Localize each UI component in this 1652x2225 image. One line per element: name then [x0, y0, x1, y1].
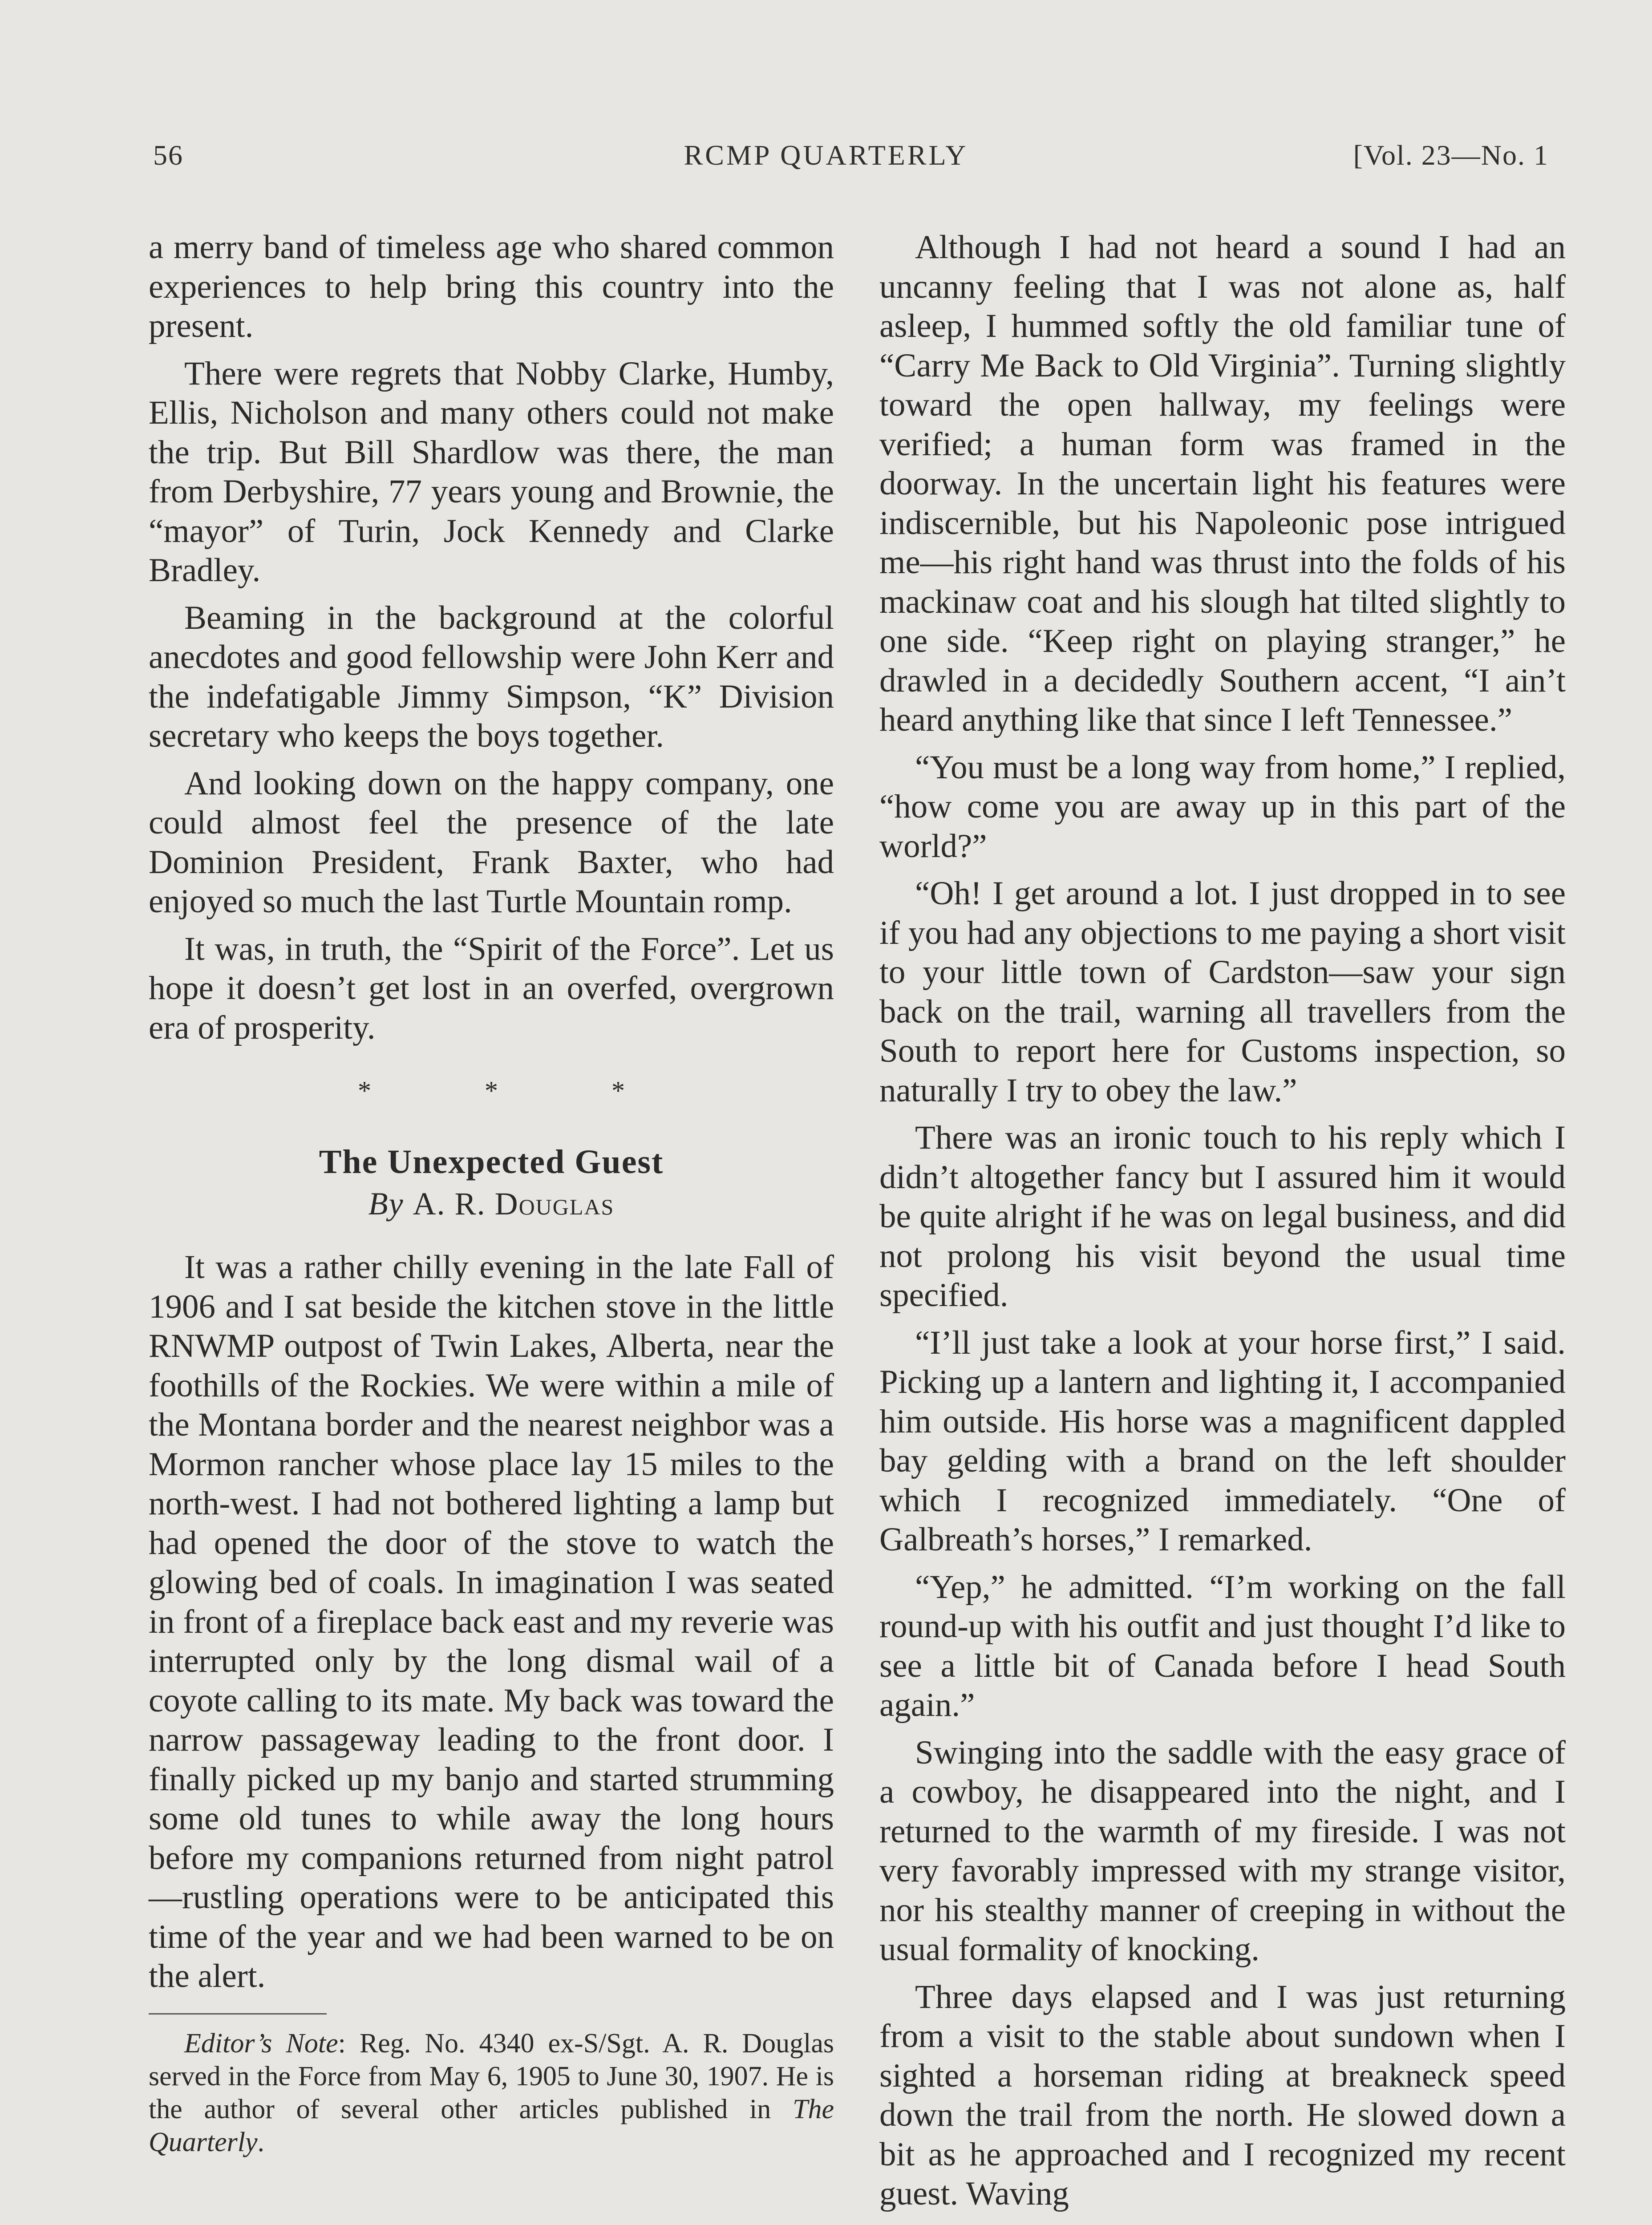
paragraph: “You must be a long way from home,” I replied, “how come you are away up in this part of the world?” [879, 748, 1566, 865]
footnote-label: Editor’s Note [184, 2028, 338, 2059]
article-byline [149, 1184, 834, 1224]
footnote-end: . [257, 2127, 265, 2157]
right-column [879, 228, 1566, 2222]
paragraph: “Oh! I get around a lot. I just dropped in to see if you had any objections to me paying a short visit to your little town of Cardston—saw your sign back on the trail, warning all travellers from the South to report here for Customs inspection, so naturally I try to obey the law.” [879, 875, 1566, 1109]
paragraph: Although I had not heard a sound I had an uncanny feeling that I was not alone as, half asleep, I hummed softly the old familiar tune of “Carry Me Back to Old Virginia”. Turning slightly toward the open hallway, my feelings were verified; a human form was framed in the doorway. In the uncertain light his features were indiscernible, but his Napoleonic pose intrigued me—his right hand was thrust into the folds of his mackinaw coat and his slough hat tilted slightly to one side. “Keep right on playing stranger,” he drawled in a decidedly Southern accent, “I ain’t heard anything like that since I left Tennessee.” [879, 229, 1566, 738]
paragraph: a merry band of timeless age who shared common experiences to help bring this country into the present. [149, 229, 834, 344]
paragraph: Swinging into the saddle with the easy grace of a cowboy, he disappeared into the night, and I returned to the warmth of my fireside. I was not very favorably impressed with my strange visitor, nor his stealthy manner of creeping in without the usual formality of knocking. [879, 1734, 1566, 1968]
paragraph: It was, in truth, the “Spirit of the Force”. Let us hope it doesn’t get lost in an overfed, overgrown era of prosperity. [149, 930, 834, 1046]
paragraph: “Yep,” he admitted. “I’m working on the fall round-up with his outfit and just thought I’d like to see a little bit of Canada before I head South again.” [879, 1568, 1566, 1723]
paragraph: Beaming in the background at the colorful anecdotes and good fellowship were John Kerr and the indefatigable Jimmy Simpson, “K” Division secretary who keeps the boys together. [149, 599, 834, 754]
paragraph: There were regrets that Nobby Clarke, Humby, Ellis, Nicholson and many others could not make the trip. But Bill Shardlow was there, the man from Derbyshire, 77 years young and Brownie, the “mayor” of Turin, Jock Kennedy and Clarke Bradley. [149, 355, 834, 589]
paragraph: It was a rather chilly evening in the late Fall of 1906 and I sat beside the kitchen stove in the little RNWMP outpost of Twin Lakes, Alberta, near the foothills of the Rockies. We were within a mile of the Montana border and the nearest neighbor was a Mormon rancher whose place lay 15 miles to the north-west. I had not bothered lighting a lamp but had opened the door of the stove to watch the glowing bed of coals. In imagination I was seated in front of a fireplace back east and my reverie was interrupted only by the long dismal wail of a coyote calling to its mate. My back was toward the narrow passageway leading to the front door. I finally picked up my banjo and started strumming some old tunes to while away the long hours before my companions returned from night patrol —rustling operations were to be anticipated this time of the year and we had been warned to be on the alert. [149, 1249, 834, 1994]
editors-note [149, 2027, 834, 2159]
paragraph: And looking down on the happy company, one could almost feel the presence of the late Dominion President, Frank Baxter, who had enjoyed so much the last Turtle Mountain romp. [149, 765, 834, 920]
volume-info: [Vol. 23—No. 1 [1353, 139, 1549, 171]
running-header: RCMP QUARTERLY [684, 139, 968, 171]
byline-prefix: By [368, 1186, 404, 1222]
paragraph: Three days elapsed and I was just returning from a visit to the stable about sundown when I sighted a horseman riding at breakneck speed down the trail from the north. He slowed down a bit as he approached and I recognized my recent guest. Waving [879, 1978, 1566, 2212]
page-number: 56 [153, 139, 183, 171]
section-separator: * * * [358, 1076, 678, 1105]
footnote-divider [149, 2013, 327, 2015]
paragraph: “I’ll just take a look at your horse first,” I said. Picking up a lantern and lighting it, I accompanied him outside. His horse was a magnificent dappled bay gelding with a brand on the left shoulder which I recognized immediately. “One of Galbreath’s horses,” I remarked. [879, 1324, 1566, 1558]
paragraph: There was an ironic touch to his reply which I didn’t altogether fancy but I assured him it would be quite alright if he was on legal business, and did not prolong his visit beyond the usual time specified. [879, 1119, 1566, 1314]
author-name: A. R. Douglas [413, 1186, 615, 1222]
left-column [149, 228, 834, 2167]
article-title: The Unexpected Guest [319, 1143, 664, 1181]
footnote-text: : Reg. No. 4340 ex-S/Sgt. A. R. Douglas served in the Force from May 6, 1905 to June 30, 1907. He is the author of several other articles published in [149, 2028, 834, 2124]
footnote-publication: The Quarterly [149, 2094, 834, 2157]
